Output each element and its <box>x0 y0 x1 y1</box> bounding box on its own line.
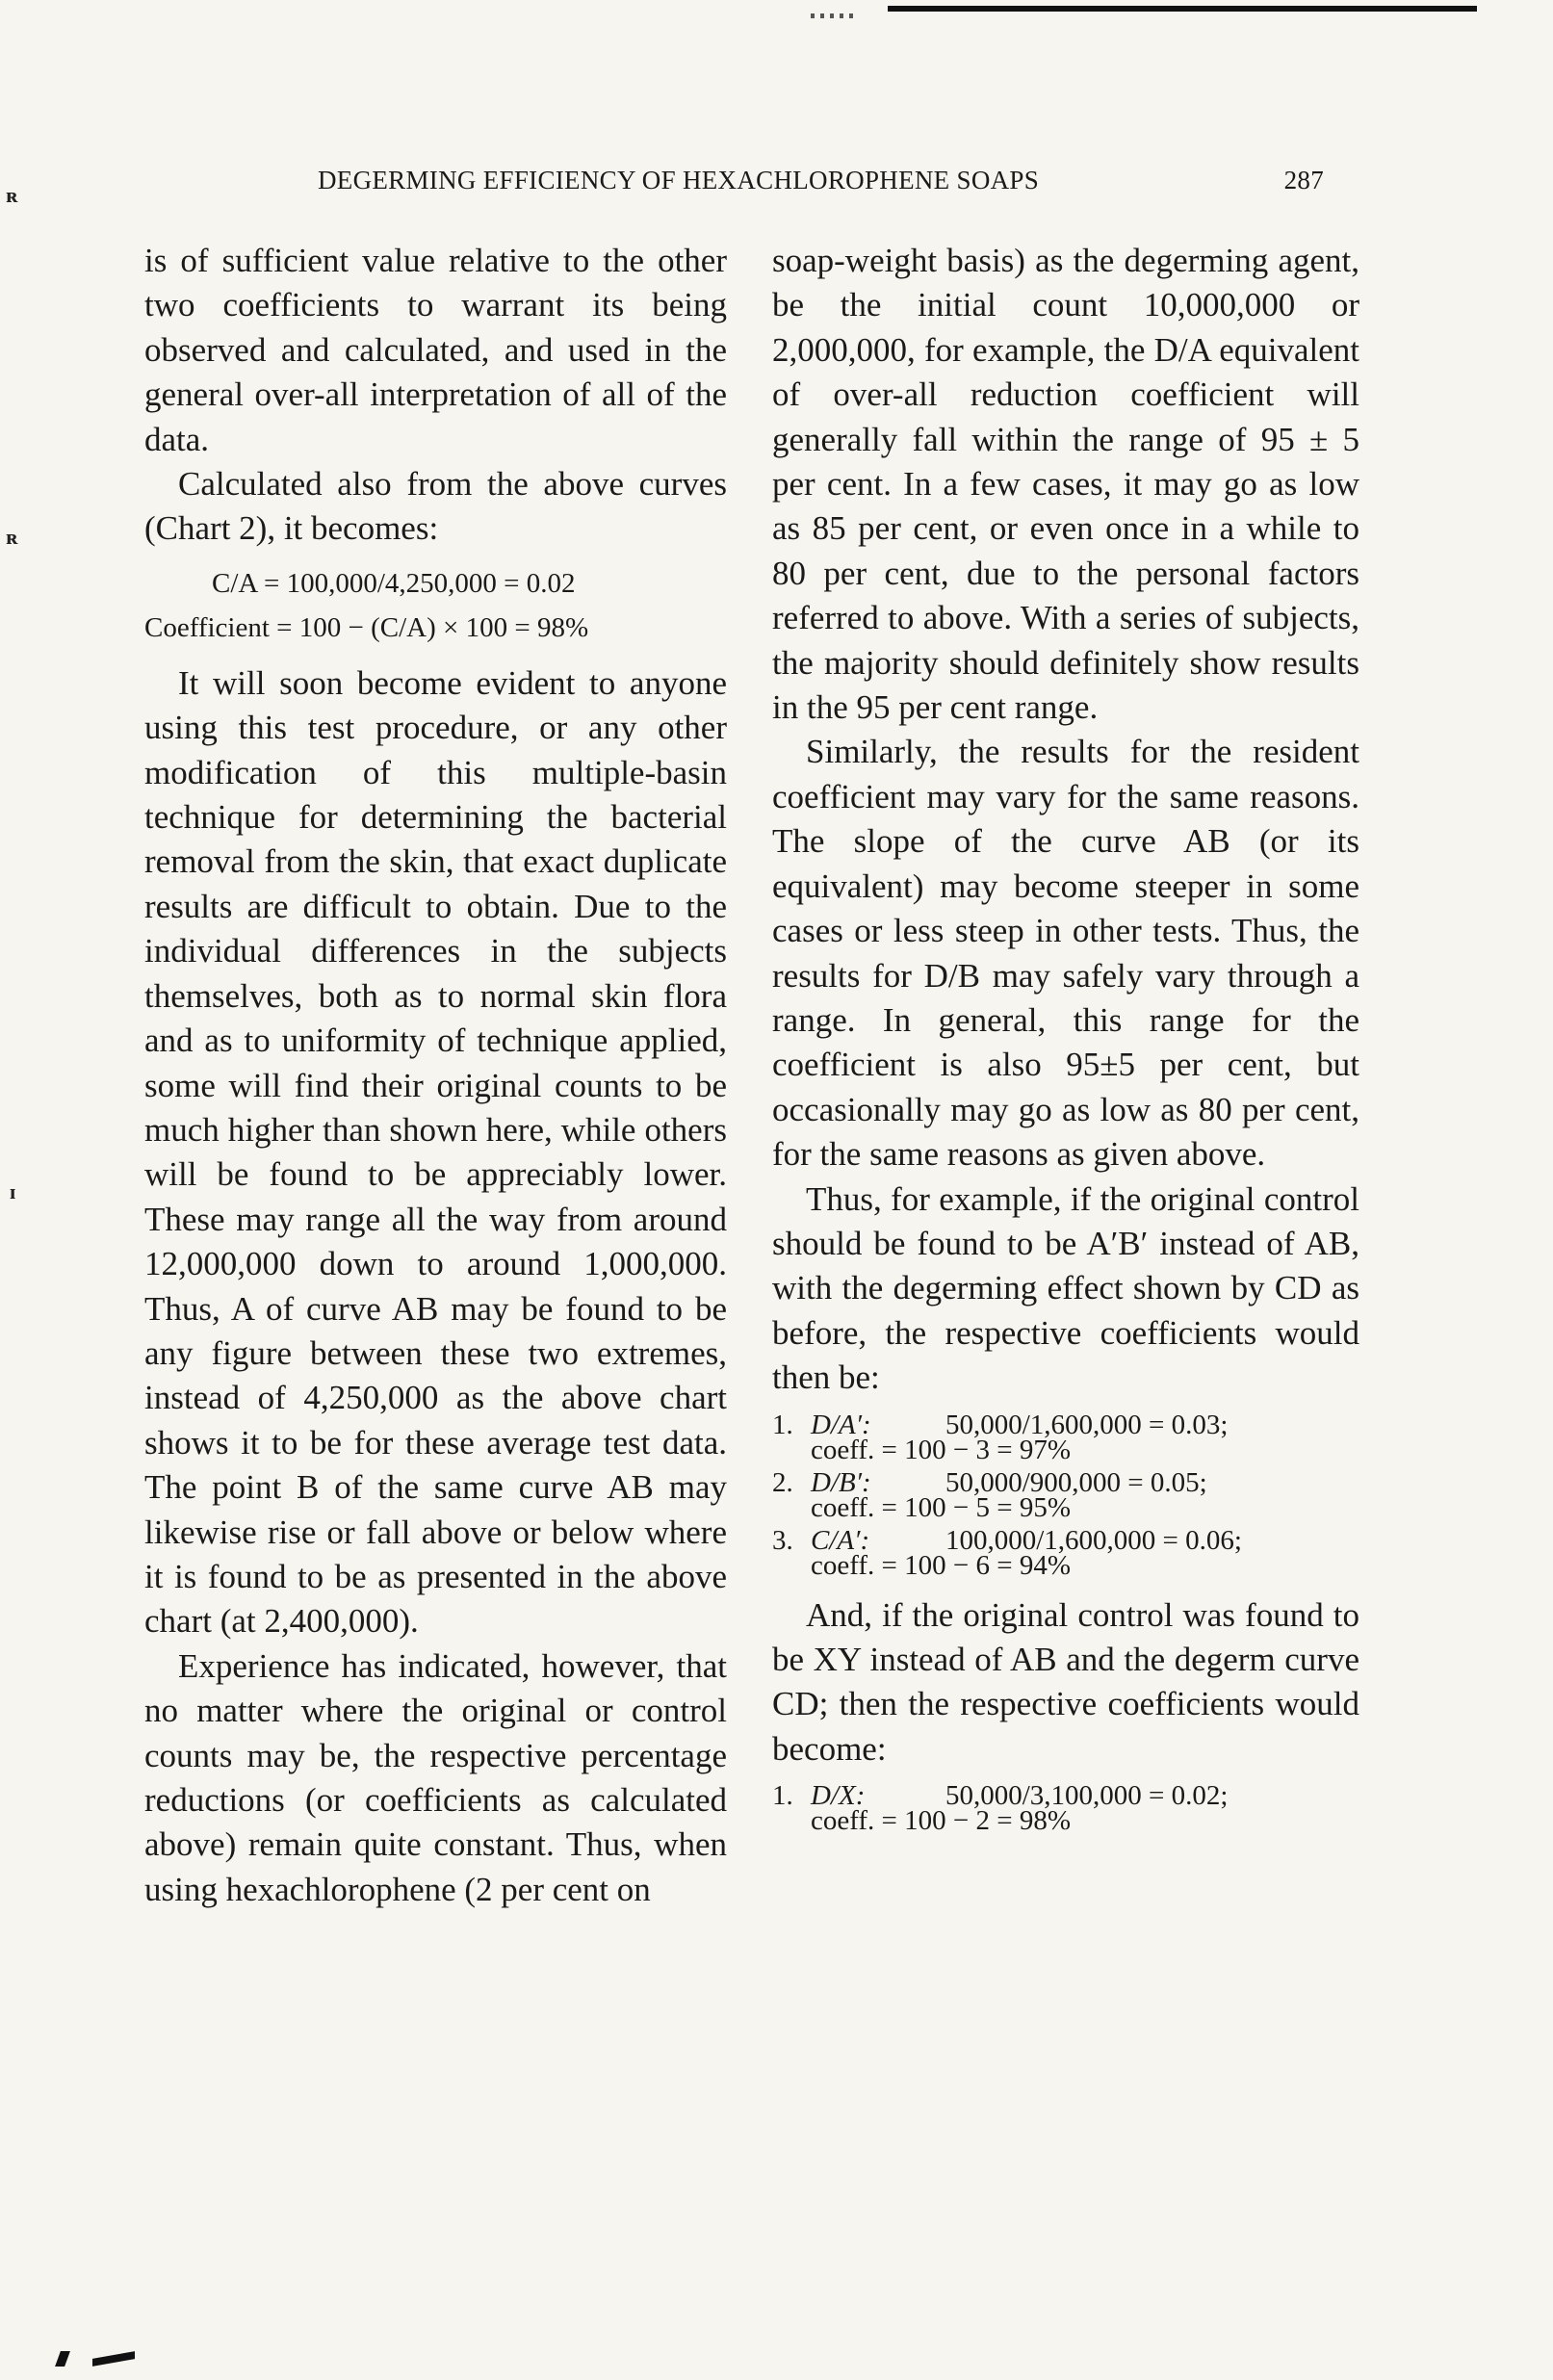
list-number: 2. <box>772 1466 793 1498</box>
list-number: 1. <box>772 1409 793 1440</box>
left-paragraph-2: Calculated also from the above curves (Chart 2), it becomes: <box>144 465 727 548</box>
coeff-line: coeff. = 100 − 6 = 94% <box>811 1549 1072 1581</box>
right-column <box>772 239 1359 1849</box>
page-number: 287 <box>1283 166 1324 194</box>
coeff-line: coeff. = 100 − 2 = 98% <box>811 1805 1072 1837</box>
list-number: 1. <box>772 1780 793 1812</box>
coeff-line: coeff. = 100 − 3 = 97% <box>811 1434 1072 1465</box>
list-item <box>772 1780 1359 1837</box>
equation-1: C/A = 100,000/4,250,000 = 0.02 <box>212 567 576 599</box>
right-paragraph-3: Thus, for example, if the original control should be found to be A′B′ instead of AB, with the degerming effect shown by CD as before, the respective coefficients would then be: <box>772 1179 1359 1397</box>
ratio-calc: 50,000/900,000 = 0.05; <box>945 1466 1207 1498</box>
corner-scan-mark <box>48 2345 154 2368</box>
ratio-label: D/X: <box>811 1780 866 1812</box>
right-paragraph-2: Similarly, the results for the resident coefficient may vary for the same reasons. The slope of the curve AB (or its equivalent) may become steeper in some cases or less steep in other tests. Thus, the results for D/B may safely vary through a range. In general, this range for the coefficient is also 95±5 per cent, but occasionally may go as low as 80 per cent, for the same reasons as given above. <box>772 733 1359 1174</box>
running-header <box>318 160 1324 202</box>
coefficient-list-2 <box>772 1780 1359 1837</box>
ratio-label: D/B′: <box>811 1466 871 1498</box>
equation-2: Coefficient = 100 − (C/A) × 100 = 98% <box>144 611 589 643</box>
ratio-calc: 50,000/1,600,000 = 0.03; <box>945 1409 1229 1440</box>
right-paragraph-4: And, if the original control was found to be XY instead of AB and the degerm curve CD; then the respective coefficients would become: <box>772 1595 1359 1768</box>
margin-mark-3: ɪ <box>10 1179 16 1203</box>
ratio-label: C/A′: <box>811 1524 870 1556</box>
coefficient-list-1 <box>772 1409 1359 1581</box>
margin-mark-2: ʀ <box>6 525 18 549</box>
right-paragraph-1: soap-weight basis) as the degerming agent, be the initial count 10,000,000 or 2,000,000, for example, the D/A equivalent of over-all reduction coefficient will generally fall within the range of 95 ± 5 per cent. In a few cases, it may go as low as 85 per cent, or even once in a while to 80 per cent, due to the personal factors referred to above. With a series of subjects, the majority should definitely show results in the 95 per cent range. <box>772 242 1359 727</box>
list-item <box>772 1466 1359 1523</box>
left-paragraph-4: Experience has indicated, however, that no matter where the original or control counts may be, the respective percentage reductions (or coefficients as calculated above) remain quite constant. Thus, when using hexachlorophene (2 per cent on <box>144 1646 727 1908</box>
list-number: 3. <box>772 1524 793 1556</box>
top-scan-dots <box>811 13 859 18</box>
left-column <box>144 239 727 1912</box>
ratio-calc: 100,000/1,600,000 = 0.06; <box>945 1524 1242 1556</box>
list-item <box>772 1409 1359 1465</box>
header-title: DEGERMING EFFICIENCY OF HEXACHLOROPHENE SOAPS <box>318 166 1040 194</box>
margin-mark-1: ʀ <box>6 183 18 207</box>
top-rule <box>888 6 1477 12</box>
ratio-label: D/A′: <box>811 1409 871 1440</box>
ratio-calc: 50,000/3,100,000 = 0.02; <box>945 1780 1229 1812</box>
left-paragraph-1: is of sufficient value relative to the other two coefficients to warrant its being observed and calculated, and used in the general over-all interpretation of all of the data. <box>144 242 727 458</box>
equation-block <box>144 561 727 650</box>
left-paragraph-3: It will soon become evident to anyone using this test procedure, or any other modification of this multiple-basin technique for determining the bacterial removal from the skin, that exact duplicate results are difficult to obtain. Due to the individual differences in the subjects themselves, both as to normal skin flora and as to uniformity of technique applied, some will find their original counts to be much higher than shown here, while others will be found to be appreciably lower. These may range all the way from around 12,000,000 down to around 1,000,000. Thus, A of curve AB may be found to be any figure between these two extremes, instead of 4,250,000 as the above chart shows it to be for these average test data. The point B of the same curve AB may likewise rise or fall above or below where it is found to be as presented in the above chart (at 2,400,000). <box>144 663 727 1641</box>
coeff-line: coeff. = 100 − 5 = 95% <box>811 1491 1072 1523</box>
list-item <box>772 1524 1359 1581</box>
